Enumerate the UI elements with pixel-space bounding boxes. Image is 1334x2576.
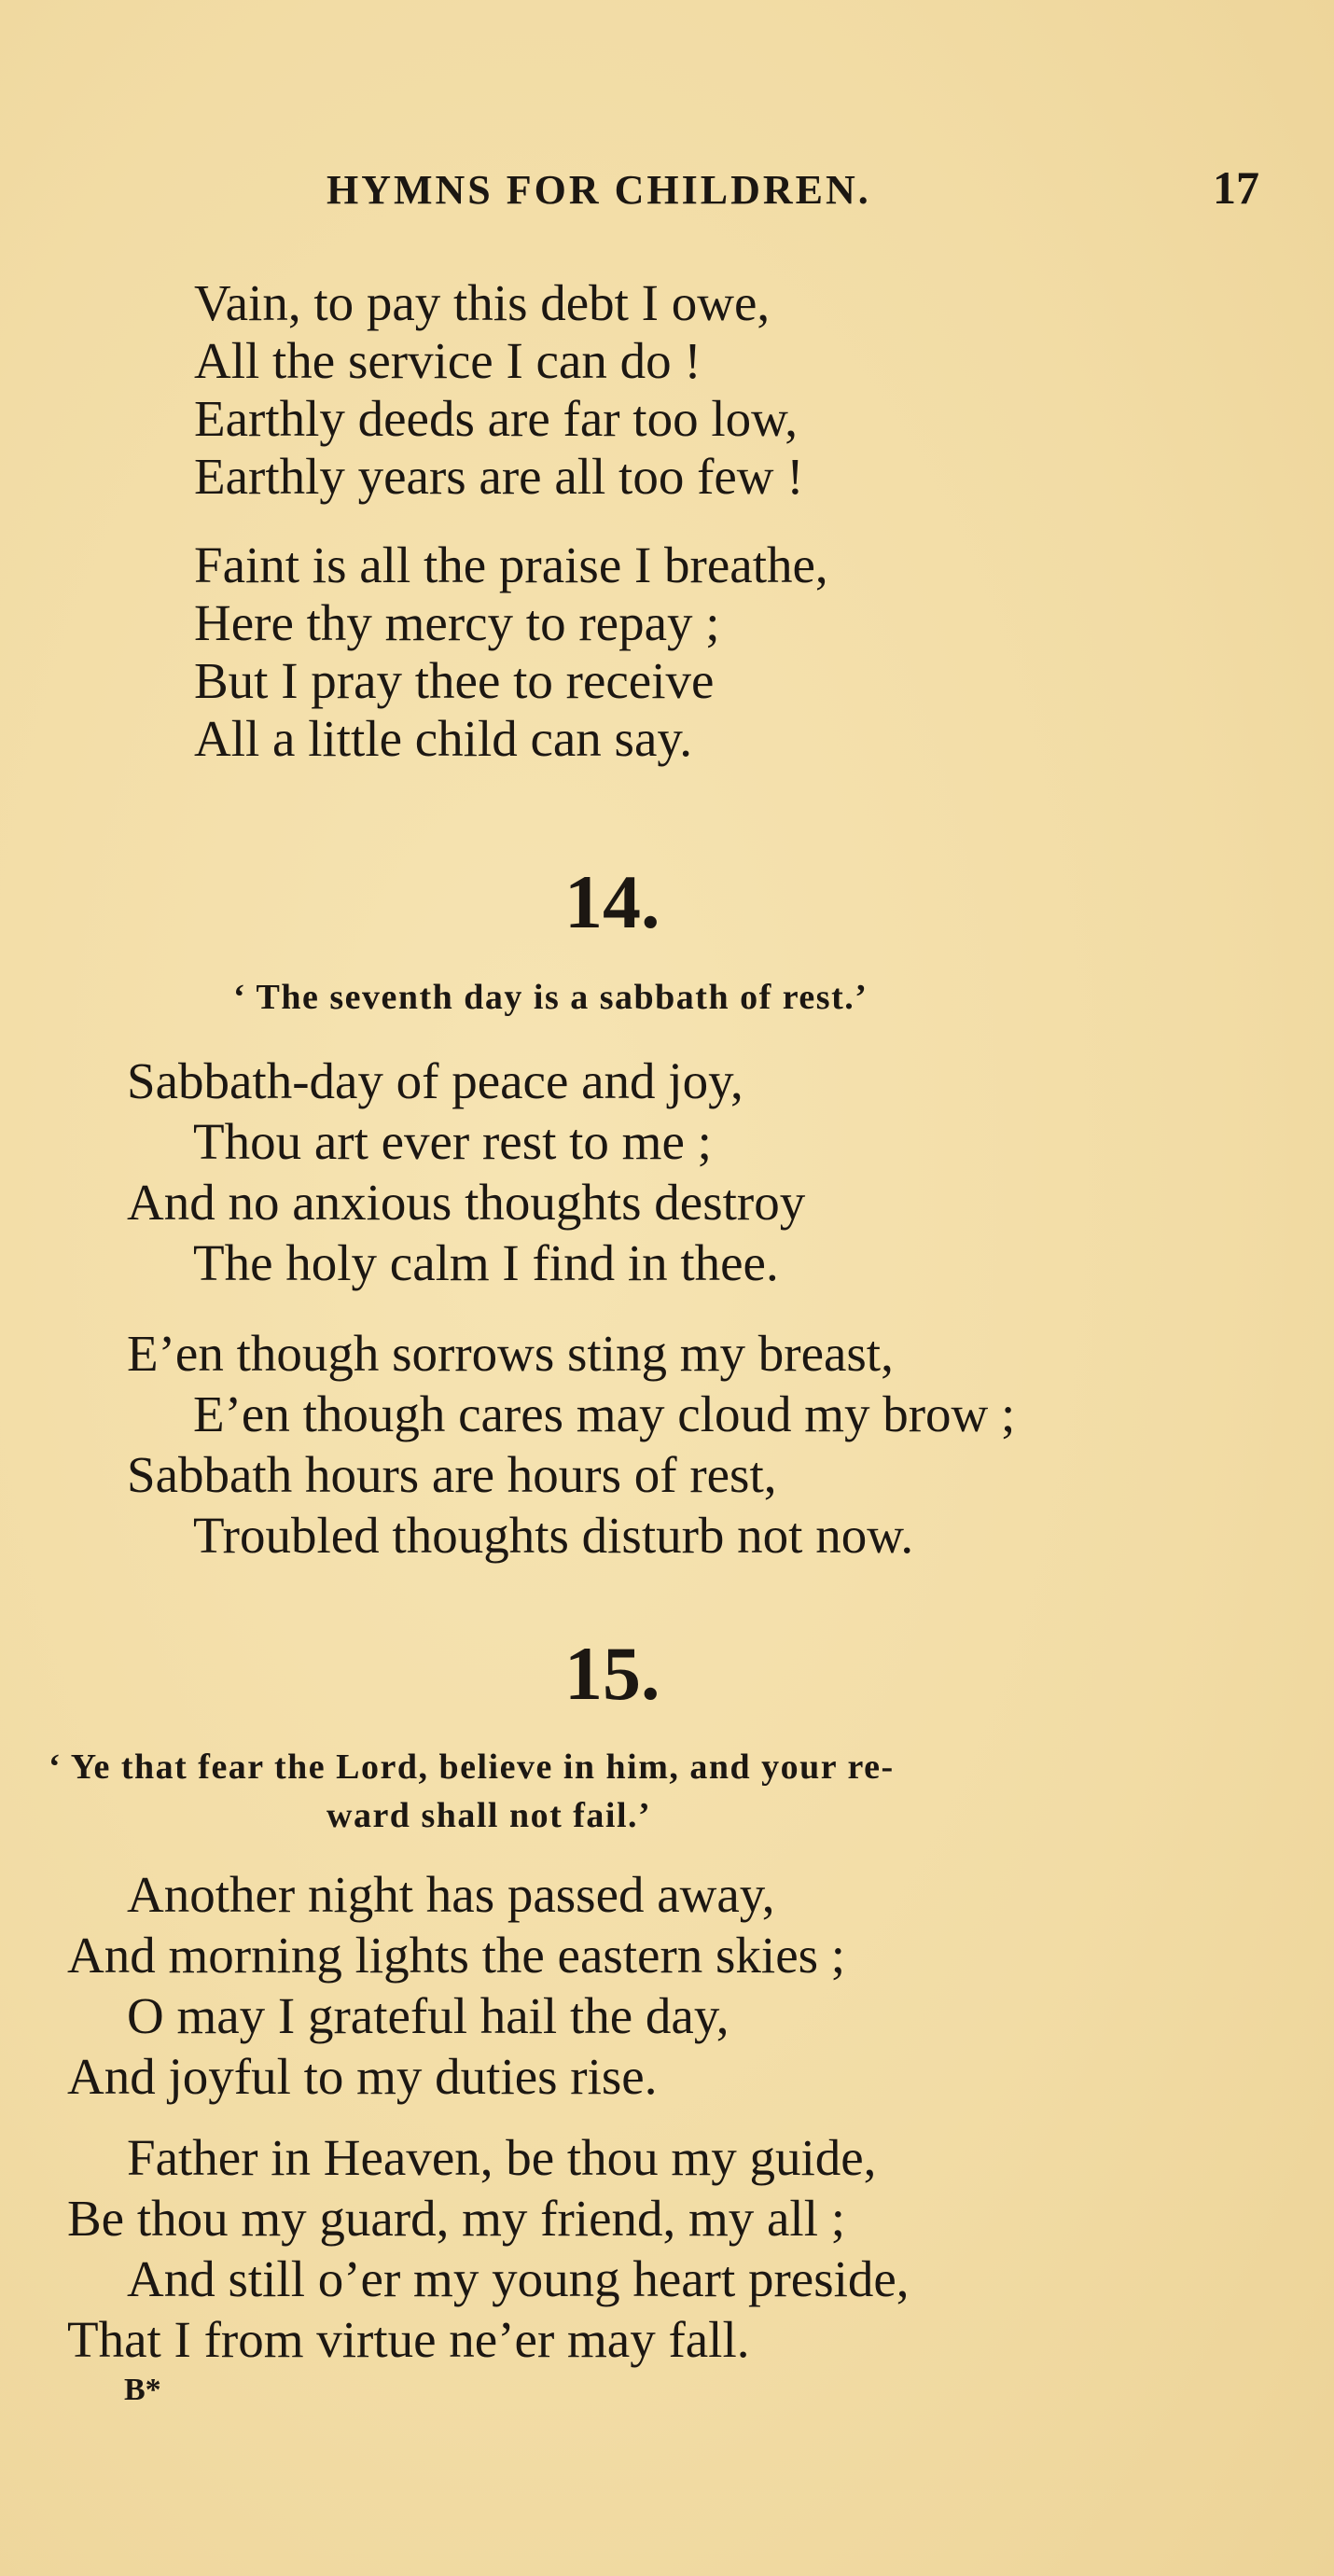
poem-line: Father in Heaven, be thou my guide, bbox=[127, 2129, 877, 2186]
poem-line: The holy calm I find in thee. bbox=[193, 1234, 779, 1291]
hymn-epigraph: ‘ Ye that fear the Lord, believe in him, and your re- bbox=[49, 1748, 895, 1787]
poem-line: Thou art ever rest to me ; bbox=[193, 1113, 712, 1170]
poem-line: Troubled thoughts disturb not now. bbox=[193, 1507, 914, 1564]
poem-line: Earthly years are all too few ! bbox=[194, 448, 804, 505]
poem-line: Another night has passed away, bbox=[127, 1866, 775, 1923]
poem-line: Sabbath-day of peace and joy, bbox=[127, 1052, 743, 1109]
poem-line: Sabbath hours are hours of rest, bbox=[127, 1446, 777, 1503]
poem-line: Here thy mercy to repay ; bbox=[194, 594, 720, 651]
hymn-number: 14. bbox=[564, 859, 660, 944]
poem-line: O may I grateful hail the day, bbox=[127, 1987, 730, 2044]
poem-line: Earthly deeds are far too low, bbox=[194, 390, 799, 447]
poem-line: Faint is all the praise I breathe, bbox=[194, 536, 828, 593]
poem-line: E’en though sorrows sting my breast, bbox=[127, 1325, 894, 1382]
poem-line: All a little child can say. bbox=[194, 710, 693, 767]
poem-line: Vain, to pay this debt I owe, bbox=[194, 274, 771, 331]
poem-line: That I from virtue ne’er may fall. bbox=[67, 2311, 750, 2368]
poem-line: And morning lights the eastern skies ; bbox=[67, 1927, 846, 1984]
hymn-epigraph: ‘ The seventh day is a sabbath of rest.’ bbox=[233, 978, 868, 1017]
poem-line: E’en though cares may cloud my brow ; bbox=[193, 1385, 1016, 1442]
poem-line: And no anxious thoughts destroy bbox=[127, 1174, 806, 1231]
poem-line: All the service I can do ! bbox=[194, 332, 702, 389]
page-number: 17 bbox=[1213, 161, 1259, 214]
poem-line: Be thou my guard, my friend, my all ; bbox=[67, 2190, 846, 2247]
poem-line: But I pray thee to receive bbox=[194, 652, 715, 709]
signature-mark: B* bbox=[124, 2373, 161, 2407]
poem-line: And joyful to my duties rise. bbox=[67, 2048, 658, 2105]
hymn-epigraph: ward shall not fail.’ bbox=[327, 1796, 652, 1835]
hymn-number: 15. bbox=[564, 1631, 660, 1716]
running-header: HYMNS FOR CHILDREN. bbox=[327, 167, 871, 213]
poem-line: And still o’er my young heart preside, bbox=[127, 2250, 910, 2307]
